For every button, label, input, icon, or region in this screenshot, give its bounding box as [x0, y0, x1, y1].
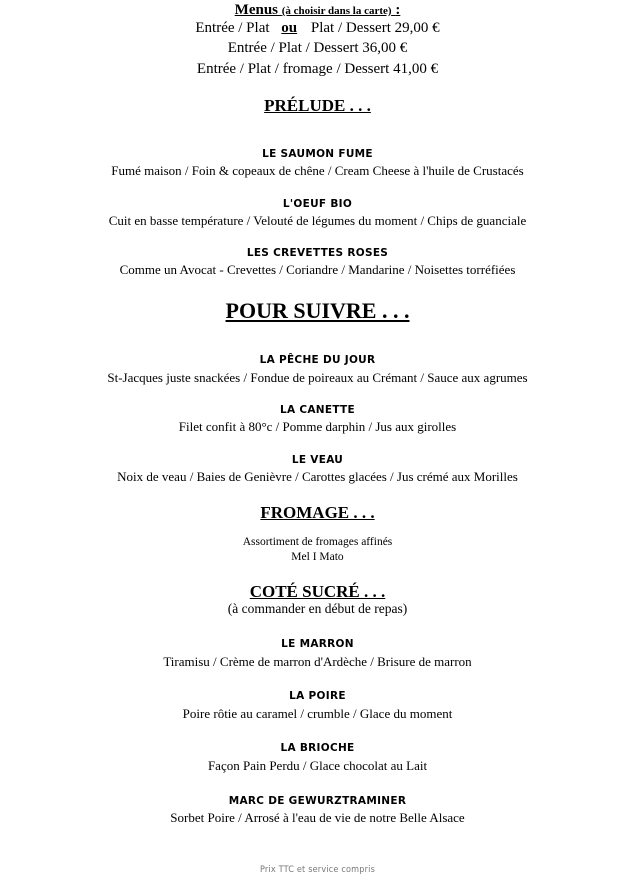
dish-name: LE SAUMON FUME [262, 148, 373, 160]
dish-name: LA PÊCHE DU JOUR [259, 354, 376, 366]
dish-description: Comme un Avocat - Crevettes / Coriandre / Mandarine / Noisettes torréfiées [119, 262, 516, 277]
menus-heading [0, 2, 635, 19]
section-cote-sucre-heading: COTÉ SUCRÉ . . . [249, 582, 386, 601]
section-pour-suivre-heading: POUR SUIVRE . . . [225, 298, 410, 323]
dish-description: Tiramisu / Crème de marron d'Ardèche / Brisure de marron [163, 654, 472, 669]
cheese-producer: Mel I Mato [291, 551, 344, 563]
dessert-order-note: (à commander en début de repas) [227, 601, 408, 616]
section-prelude-heading: PRÉLUDE . . . [264, 96, 371, 115]
dish-name: L'OEUF BIO [282, 198, 353, 210]
dish-name: LA CANETTE [279, 404, 355, 416]
menus-subtitle: (à choisir dans la carte) [281, 5, 392, 17]
menu-option-1 [0, 20, 635, 37]
cheese-assortment: Assortiment de fromages affinés [242, 536, 393, 548]
dish-description: Façon Pain Perdu / Glace chocolat au Lait [207, 758, 428, 773]
menu-option-1-a: Entrée / Plat [195, 20, 270, 36]
menu-option-1-b: Plat / Dessert 29,00 € [310, 20, 440, 36]
menu-option-3: Entrée / Plat / fromage / Dessert 41,00 € [196, 61, 439, 77]
dish-name: LE MARRON [281, 638, 354, 650]
dish-name: LES CREVETTES ROSES [246, 247, 389, 259]
dish-name: MARC DE GEWURZTRAMINER [228, 795, 407, 807]
menu-option-1-or: ou [281, 20, 298, 36]
menu-option-2: Entrée / Plat / Dessert 36,00 € [227, 40, 408, 56]
dish-description: Cuit en basse température / Velouté de légumes du moment / Chips de guanciale [108, 213, 527, 228]
dish-name: LA BRIOCHE [280, 742, 355, 754]
dish-description: St-Jacques juste snackées / Fondue de poireaux au Crémant / Sauce aux agrumes [107, 370, 528, 385]
dish-description: Sorbet Poire / Arrosé à l'eau de vie de notre Belle Alsace [170, 810, 465, 825]
menus-title: Menus [234, 2, 279, 18]
dish-description: Fumé maison / Foin & copeaux de chêne / Cream Cheese à l'huile de Crustacés [111, 163, 524, 178]
dish-description: Filet confit à 80°c / Pomme darphin / Jus aux girolles [178, 419, 457, 434]
dish-name: LE VEAU [291, 454, 344, 466]
dish-description: Noix de veau / Baies de Genièvre / Carottes glacées / Jus crémé aux Morilles [117, 469, 518, 484]
section-fromage-heading: FROMAGE . . . [260, 503, 375, 522]
dish-description: Poire rôtie au caramel / crumble / Glace du moment [182, 706, 453, 721]
menus-colon: : [395, 2, 401, 18]
price-footer-note: Prix TTC et service compris [259, 865, 376, 875]
dish-name: LA POIRE [289, 690, 346, 702]
